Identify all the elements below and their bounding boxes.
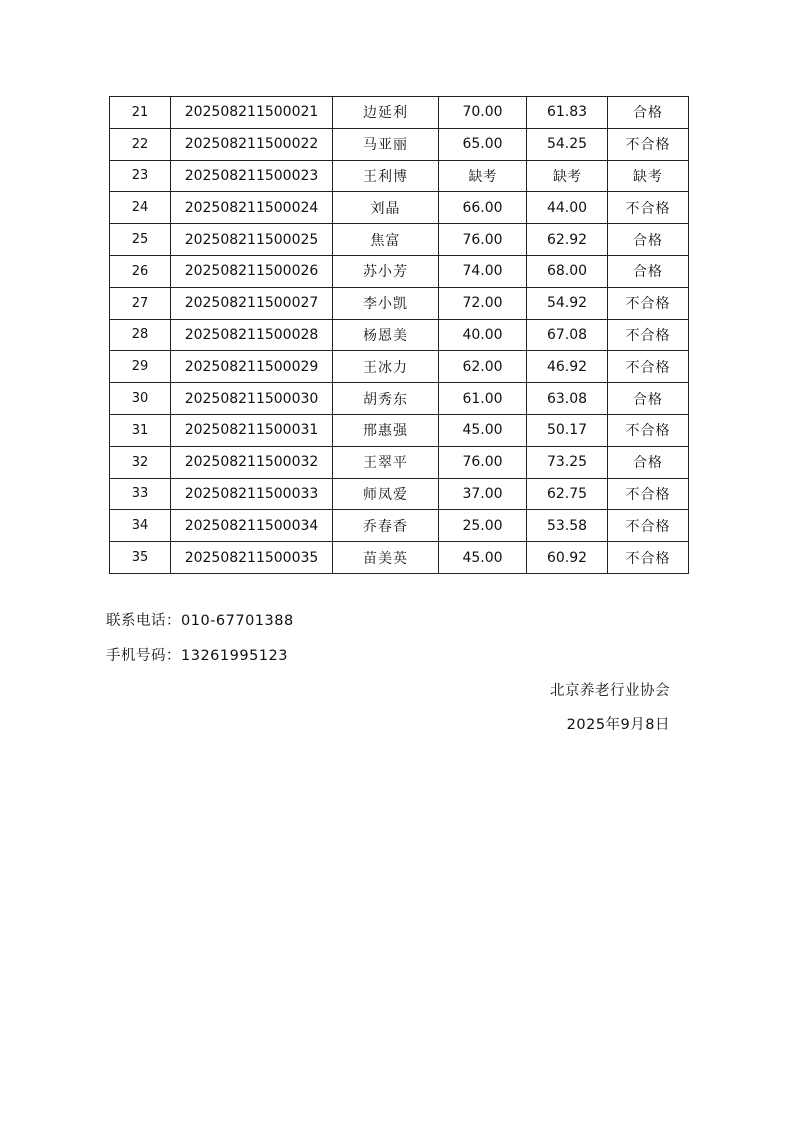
cell-name: 胡秀东 [333,383,439,415]
signature-date: 2025年9月8日 [566,717,670,733]
table-row [110,542,689,574]
cell-name: 杨恩美 [333,319,439,351]
cell-score-1: 40.00 [439,319,527,351]
cell-score-2: 60.92 [527,542,608,574]
cell-result: 不合格 [608,192,689,224]
score-table [109,96,689,574]
cell-exam-id: 202508211500028 [171,319,333,351]
cell-score-1: 61.00 [439,383,527,415]
cell-score-2: 62.75 [527,478,608,510]
cell-score-1: 25.00 [439,510,527,542]
score-table-body [110,97,689,574]
cell-score-1: 45.00 [439,542,527,574]
table-row [110,224,689,256]
cell-score-1: 70.00 [439,97,527,129]
cell-name: 马亚丽 [333,128,439,160]
cell-exam-id: 202508211500030 [171,383,333,415]
cell-result: 不合格 [608,542,689,574]
cell-score-2: 61.83 [527,97,608,129]
cell-score-2: 44.00 [527,192,608,224]
cell-exam-id: 202508211500027 [171,287,333,319]
cell-score-2: 62.92 [527,224,608,256]
cell-score-2: 54.92 [527,287,608,319]
cell-result: 不合格 [608,351,689,383]
cell-exam-id: 202508211500024 [171,192,333,224]
cell-score-1: 45.00 [439,414,527,446]
cell-seq-no: 24 [110,192,171,224]
cell-seq-no: 34 [110,510,171,542]
table-row [110,160,689,192]
cell-seq-no: 33 [110,478,171,510]
cell-name: 王冰力 [333,351,439,383]
cell-name: 王利博 [333,160,439,192]
cell-result: 不合格 [608,287,689,319]
cell-score-1: 72.00 [439,287,527,319]
cell-name: 刘晶 [333,192,439,224]
cell-name: 邢惠强 [333,414,439,446]
cell-exam-id: 202508211500023 [171,160,333,192]
cell-exam-id: 202508211500031 [171,414,333,446]
cell-exam-id: 202508211500029 [171,351,333,383]
cell-seq-no: 25 [110,224,171,256]
cell-score-1: 76.00 [439,224,527,256]
table-row [110,383,689,415]
table-row [110,97,689,129]
cell-result: 不合格 [608,319,689,351]
cell-seq-no: 30 [110,383,171,415]
table-row [110,255,689,287]
table-row [110,319,689,351]
cell-result: 合格 [608,97,689,129]
table-row [110,287,689,319]
contact-phone: 联系电话：010-67701388 [106,613,294,629]
cell-result: 不合格 [608,510,689,542]
cell-exam-id: 202508211500032 [171,446,333,478]
table-row [110,478,689,510]
table-row [110,510,689,542]
cell-seq-no: 31 [110,414,171,446]
cell-score-1: 76.00 [439,446,527,478]
contact-mobile: 手机号码：13261995123 [106,648,288,664]
cell-seq-no: 27 [110,287,171,319]
table-row [110,192,689,224]
table-row [110,446,689,478]
cell-score-2: 缺考 [527,160,608,192]
cell-result: 合格 [608,383,689,415]
cell-name: 苏小芳 [333,255,439,287]
cell-seq-no: 23 [110,160,171,192]
cell-exam-id: 202508211500022 [171,128,333,160]
cell-seq-no: 26 [110,255,171,287]
cell-score-1: 66.00 [439,192,527,224]
cell-result: 合格 [608,255,689,287]
cell-score-2: 46.92 [527,351,608,383]
cell-name: 李小凯 [333,287,439,319]
cell-name: 边延利 [333,97,439,129]
cell-score-1: 62.00 [439,351,527,383]
cell-score-2: 63.08 [527,383,608,415]
cell-score-2: 53.58 [527,510,608,542]
table-row [110,351,689,383]
cell-result: 合格 [608,446,689,478]
cell-seq-no: 21 [110,97,171,129]
cell-score-1: 74.00 [439,255,527,287]
signature-organization: 北京养老行业协会 [550,683,670,699]
cell-score-1: 37.00 [439,478,527,510]
cell-exam-id: 202508211500025 [171,224,333,256]
table-row [110,414,689,446]
cell-exam-id: 202508211500033 [171,478,333,510]
cell-result: 不合格 [608,414,689,446]
cell-name: 乔春香 [333,510,439,542]
cell-seq-no: 22 [110,128,171,160]
cell-exam-id: 202508211500021 [171,97,333,129]
cell-score-2: 50.17 [527,414,608,446]
cell-seq-no: 35 [110,542,171,574]
cell-score-1: 65.00 [439,128,527,160]
cell-name: 师凤爱 [333,478,439,510]
cell-exam-id: 202508211500034 [171,510,333,542]
cell-result: 不合格 [608,478,689,510]
cell-score-2: 67.08 [527,319,608,351]
cell-seq-no: 28 [110,319,171,351]
cell-score-2: 73.25 [527,446,608,478]
cell-score-2: 54.25 [527,128,608,160]
cell-name: 王翠平 [333,446,439,478]
cell-score-1: 缺考 [439,160,527,192]
cell-name: 焦富 [333,224,439,256]
cell-exam-id: 202508211500035 [171,542,333,574]
cell-seq-no: 29 [110,351,171,383]
table-row [110,128,689,160]
cell-exam-id: 202508211500026 [171,255,333,287]
cell-score-2: 68.00 [527,255,608,287]
cell-result: 不合格 [608,128,689,160]
cell-result: 缺考 [608,160,689,192]
cell-result: 合格 [608,224,689,256]
cell-name: 苗美英 [333,542,439,574]
cell-seq-no: 32 [110,446,171,478]
